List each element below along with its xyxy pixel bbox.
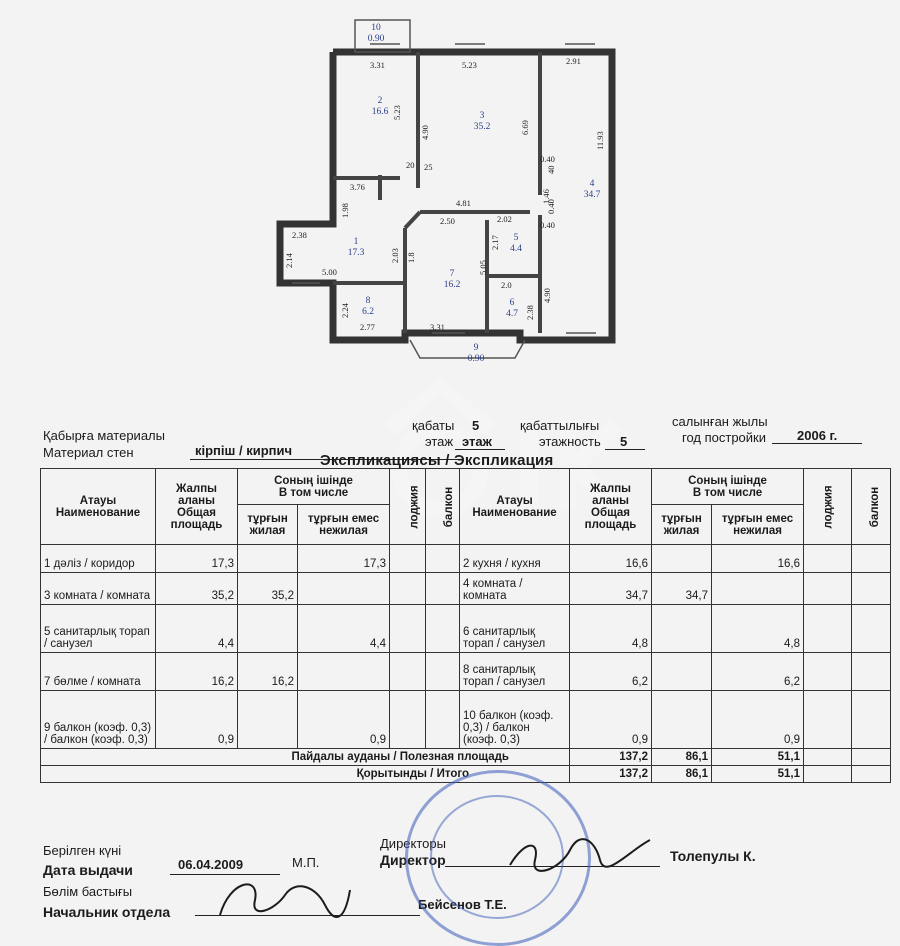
- floors-value: 5: [620, 434, 628, 449]
- right-room-total: 4,8: [570, 605, 652, 653]
- svg-text:3: 3: [479, 111, 485, 121]
- right-room-name: 10 балкон (коэф. 0,3) / балкон (коэф. 0,3): [460, 691, 570, 749]
- left-room-name: 5 санитарлық торап / санузел: [41, 605, 156, 653]
- svg-text:2.77: 2.77: [360, 322, 375, 332]
- svg-text:6.69: 6.69: [520, 120, 530, 135]
- header-balcony-right: балкон: [852, 469, 891, 545]
- svg-text:0.90: 0.90: [367, 34, 385, 44]
- svg-text:0.40: 0.40: [540, 154, 555, 164]
- useful-loggia: [804, 749, 852, 766]
- right-room-name: 8 санитарлық торап / санузел: [460, 653, 570, 691]
- itogo-balcony: [852, 766, 891, 783]
- floors-underline: [605, 449, 645, 450]
- wall-material-label-ru: Материал стен: [43, 445, 134, 460]
- right-room-name: 4 комната / комната: [460, 573, 570, 605]
- left-room-balcony: [426, 653, 460, 691]
- right-room-name: 2 кухня / кухня: [460, 545, 570, 573]
- left-room-balcony: [426, 545, 460, 573]
- useful-balcony: [852, 749, 891, 766]
- useful-area-label: Пайдалы ауданы / Полезная площадь: [41, 749, 570, 766]
- director-name: Толепулы К.: [670, 848, 756, 864]
- header-of-which-right: Соның ішінде В том числе: [652, 469, 804, 505]
- useful-total: 137,2: [570, 749, 652, 766]
- table-row: [41, 605, 891, 653]
- svg-text:11.93: 11.93: [595, 131, 605, 150]
- mp-label: М.П.: [292, 855, 320, 870]
- left-room-nonliving: [298, 573, 390, 605]
- itogo-living: 86,1: [652, 766, 712, 783]
- svg-text:4.90: 4.90: [542, 288, 552, 303]
- header-total-left: Жалпы аланы Общая площадь: [156, 469, 238, 545]
- svg-text:5.23: 5.23: [462, 60, 477, 70]
- right-room-loggia: [804, 691, 852, 749]
- dept-head-label-ru: Начальник отдела: [43, 904, 171, 920]
- svg-text:5.00: 5.00: [322, 267, 337, 277]
- left-room-total: 4,4: [156, 605, 238, 653]
- header-balcony-left: балкон: [426, 469, 460, 545]
- left-room-balcony: [426, 691, 460, 749]
- svg-text:2.24: 2.24: [340, 303, 350, 318]
- issue-date-label-kz: Берілген күні: [43, 843, 122, 858]
- issue-date-label-ru: Дата выдачи: [43, 862, 133, 878]
- itogo-loggia: [804, 766, 852, 783]
- header-nonliving-left: тұрғын емес нежилая: [298, 505, 390, 545]
- right-room-nonliving: 0,9: [712, 691, 804, 749]
- left-room-loggia: [390, 653, 426, 691]
- svg-text:0.40: 0.40: [546, 199, 556, 214]
- left-room-total: 0,9: [156, 691, 238, 749]
- svg-text:9: 9: [473, 343, 479, 353]
- director-signature: [500, 830, 660, 880]
- svg-text:4.4: 4.4: [510, 244, 522, 254]
- svg-text:1.98: 1.98: [340, 203, 350, 218]
- right-room-nonliving: 4,8: [712, 605, 804, 653]
- svg-text:2.0: 2.0: [501, 280, 512, 290]
- explication-table: [40, 468, 891, 783]
- explication-title: Экспликациясы / Экспликация: [320, 452, 554, 469]
- left-room-living: [238, 605, 298, 653]
- header-loggia-left: лоджия: [390, 469, 426, 545]
- table-row: [41, 691, 891, 749]
- left-room-living: 35,2: [238, 573, 298, 605]
- right-room-living: 34,7: [652, 573, 712, 605]
- right-room-balcony: [852, 573, 891, 605]
- year-value: 2006 г.: [797, 428, 838, 443]
- left-room-balcony: [426, 573, 460, 605]
- right-room-loggia: [804, 573, 852, 605]
- svg-text:4.7: 4.7: [506, 309, 518, 319]
- right-room-name: 6 санитарлық торап / санузел: [460, 605, 570, 653]
- svg-text:5.23: 5.23: [392, 105, 402, 120]
- svg-text:5: 5: [513, 233, 519, 243]
- svg-text:10: 10: [371, 23, 381, 33]
- itogo-total: 137,2: [570, 766, 652, 783]
- svg-text:8: 8: [365, 296, 371, 306]
- itogo-nonliving: 51,1: [712, 766, 804, 783]
- floor-value-ru: этаж: [462, 434, 492, 449]
- wall-material-label-kz: Қабырға материалы: [43, 428, 165, 443]
- header-of-which-left: Соның ішінде В том числе: [238, 469, 390, 505]
- svg-text:17.3: 17.3: [347, 248, 365, 258]
- left-room-name: 3 комната / комната: [41, 573, 156, 605]
- left-room-loggia: [390, 605, 426, 653]
- svg-text:1: 1: [353, 237, 359, 247]
- left-room-name: 1 дәліз / коридор: [41, 545, 156, 573]
- svg-text:2.50: 2.50: [440, 216, 455, 226]
- left-room-total: 17,3: [156, 545, 238, 573]
- svg-text:40: 40: [546, 165, 556, 174]
- left-room-nonliving: 17,3: [298, 545, 390, 573]
- right-room-total: 16,6: [570, 545, 652, 573]
- left-room-balcony: [426, 605, 460, 653]
- left-room-living: [238, 545, 298, 573]
- table-row: [41, 573, 891, 605]
- left-room-nonliving: 0,9: [298, 691, 390, 749]
- header-loggia-right: лоджия: [804, 469, 852, 545]
- right-room-total: 6,2: [570, 653, 652, 691]
- left-room-loggia: [390, 691, 426, 749]
- wall-material-value: кірпіш / кирпич: [195, 443, 293, 458]
- useful-living: 86,1: [652, 749, 712, 766]
- table-row: [41, 545, 891, 573]
- issue-date-value: 06.04.2009: [178, 857, 244, 872]
- right-room-living: [652, 691, 712, 749]
- header-name-left: Атауы Наименование: [41, 469, 156, 545]
- right-room-balcony: [852, 691, 891, 749]
- left-room-loggia: [390, 573, 426, 605]
- header-nonliving-right: тұрғын емес нежилая: [712, 505, 804, 545]
- floor-label-ru: этаж: [425, 434, 454, 449]
- floor-plan: [0, 0, 900, 380]
- floor-value: 5: [472, 418, 480, 433]
- year-label-kz: салынған жылы: [672, 414, 768, 429]
- left-room-living: [238, 691, 298, 749]
- right-room-living: [652, 653, 712, 691]
- right-room-total: 0,9: [570, 691, 652, 749]
- svg-text:4: 4: [589, 179, 595, 189]
- svg-text:2.02: 2.02: [497, 214, 512, 224]
- svg-text:35.2: 35.2: [473, 122, 491, 132]
- svg-text:6.2: 6.2: [362, 307, 374, 317]
- svg-text:16.2: 16.2: [443, 280, 461, 290]
- svg-text:2: 2: [377, 96, 383, 106]
- floors-label-ru: этажность: [539, 434, 601, 449]
- right-room-balcony: [852, 605, 891, 653]
- right-room-balcony: [852, 653, 891, 691]
- svg-text:2.91: 2.91: [566, 56, 581, 66]
- svg-text:3.31: 3.31: [370, 60, 385, 70]
- right-room-loggia: [804, 545, 852, 573]
- svg-text:3.76: 3.76: [350, 182, 365, 192]
- svg-text:2.38: 2.38: [292, 230, 307, 240]
- svg-text:4.81: 4.81: [456, 198, 471, 208]
- right-room-balcony: [852, 545, 891, 573]
- svg-text:1.46: 1.46: [541, 189, 551, 204]
- dept-head-label-kz: Бөлім бастығы: [43, 884, 133, 899]
- svg-text:2.03: 2.03: [390, 248, 400, 263]
- left-room-name: 7 бөлме / комната: [41, 653, 156, 691]
- svg-text:2.17: 2.17: [490, 235, 500, 250]
- svg-text:1.8: 1.8: [406, 252, 416, 263]
- svg-text:4.90: 4.90: [420, 125, 430, 140]
- svg-text:2.38: 2.38: [525, 305, 535, 320]
- svg-text:7: 7: [449, 269, 455, 279]
- svg-text:16.6: 16.6: [371, 107, 389, 117]
- itogo-label: Қорытынды / Итого: [41, 766, 570, 783]
- svg-text:0.40: 0.40: [540, 220, 555, 230]
- year-underline: [772, 443, 862, 444]
- svg-text:3.31: 3.31: [430, 322, 445, 332]
- year-label-ru: год постройки: [682, 430, 766, 445]
- left-room-total: 16,2: [156, 653, 238, 691]
- right-room-nonliving: [712, 573, 804, 605]
- header-living-right: тұрғын жилая: [652, 505, 712, 545]
- right-room-living: [652, 545, 712, 573]
- right-room-total: 34,7: [570, 573, 652, 605]
- svg-text:5.05: 5.05: [478, 260, 488, 275]
- left-room-nonliving: 4,4: [298, 605, 390, 653]
- useful-nonliving: 51,1: [712, 749, 804, 766]
- header-total-right: Жалпы аланы Общая площадь: [570, 469, 652, 545]
- svg-text:0.90: 0.90: [467, 354, 485, 364]
- header-name-right: Атауы Наименование: [460, 469, 570, 545]
- left-room-name: 9 балкон (коэф. 0,3) / балкон (коэф. 0,3): [41, 691, 156, 749]
- right-room-loggia: [804, 653, 852, 691]
- svg-text:34.7: 34.7: [583, 190, 601, 200]
- left-room-living: 16,2: [238, 653, 298, 691]
- floors-label-kz: қабаттылығы: [520, 418, 600, 433]
- header-living-left: тұрғын жилая: [238, 505, 298, 545]
- dept-head-name: Бейсенов Т.Е.: [418, 897, 507, 912]
- right-room-loggia: [804, 605, 852, 653]
- svg-text:20: 20: [406, 160, 415, 170]
- left-room-total: 35,2: [156, 573, 238, 605]
- svg-text:2.14: 2.14: [284, 253, 294, 268]
- floor-underline: [455, 449, 505, 450]
- right-room-nonliving: 6,2: [712, 653, 804, 691]
- left-room-nonliving: [298, 653, 390, 691]
- director-label-ru: Директор: [380, 852, 446, 868]
- right-room-nonliving: 16,6: [712, 545, 804, 573]
- left-room-loggia: [390, 545, 426, 573]
- director-label-kz: Директоры: [380, 836, 446, 851]
- table-row: [41, 653, 891, 691]
- svg-text:6: 6: [509, 298, 515, 308]
- right-room-living: [652, 605, 712, 653]
- svg-text:25: 25: [424, 162, 433, 172]
- dept-head-signature: [205, 870, 355, 925]
- floor-label-kz: қабаты: [412, 418, 455, 433]
